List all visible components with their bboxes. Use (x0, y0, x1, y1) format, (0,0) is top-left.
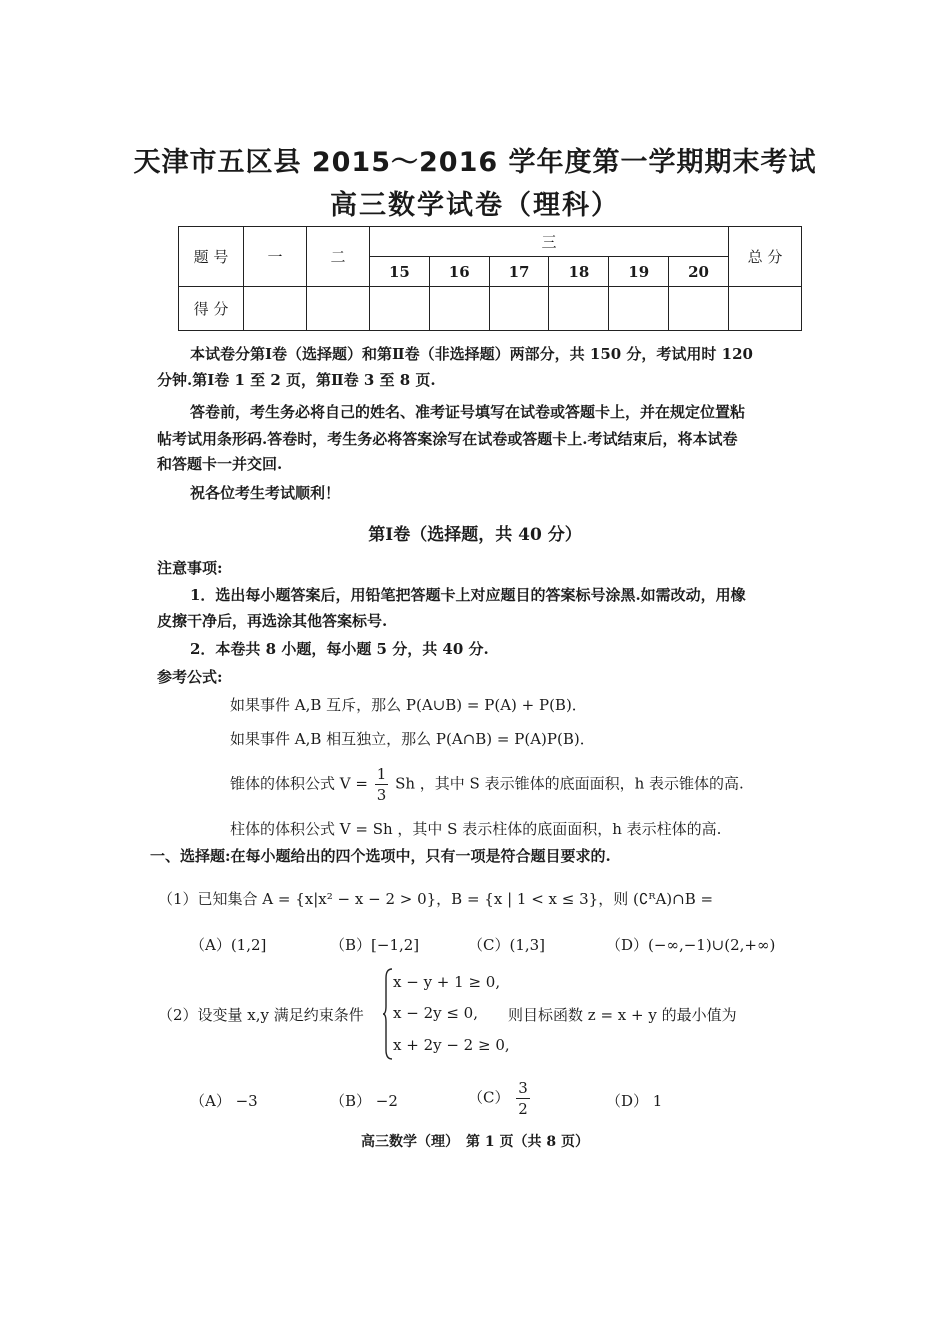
q1-option-b: （B）[−1,2] (330, 936, 420, 954)
q2-option-b: （B） −2 (330, 1092, 398, 1110)
q2-constraint-1: x − y + 1 ≥ 0, (393, 973, 501, 991)
q2-option-a: （A） −3 (190, 1092, 258, 1110)
section1-title: 第Ⅰ卷（选择题，共 40 分） (368, 525, 582, 545)
part1-heading: 一、选择题:在每小题给出的四个选项中，只有一项是符合题目要求的. (150, 847, 611, 865)
formula-independent: 如果事件 A,B 相互独立，那么 P(A∩B) = P(A)P(B)． (230, 730, 595, 748)
q2-constraint-2: x − 2y ≤ 0, (393, 1004, 478, 1022)
score-cell (549, 287, 609, 331)
col-q18: 18 (549, 257, 609, 287)
fraction-three-halves (516, 1078, 530, 1119)
score-cell (429, 287, 489, 331)
note1-line2: 皮擦干净后，再选涂其他答案标号. (157, 612, 388, 630)
formula-cone-volume (230, 764, 744, 805)
formula-heading: 参考公式: (157, 668, 223, 686)
q2-constraint-3: x + 2y − 2 ≥ 0, (393, 1036, 510, 1054)
intro-p1-line1: 本试卷分第Ⅰ卷（选择题）和第Ⅱ卷（非选择题）两部分，共 150 分，考试用时 120 (190, 345, 753, 363)
score-cell (244, 287, 307, 331)
exam-subtitle: 高三数学试卷（理科） (330, 190, 620, 221)
col-q19: 19 (609, 257, 669, 287)
note1-line1: 1．选出每小题答案后，用铅笔把答题卡上对应题目的答案标号涂黑.如需改动，用橡 (190, 586, 746, 604)
q1-option-c: （C）(1,3] (468, 936, 546, 954)
score-cell (669, 287, 729, 331)
score-cell (609, 287, 669, 331)
q2-option-d: （D） 1 (606, 1092, 663, 1110)
row-label-question-no: 题 号 (179, 227, 244, 287)
brace-icon (383, 968, 393, 1060)
score-table (178, 226, 802, 331)
score-cell (370, 287, 430, 331)
col-q16: 16 (429, 257, 489, 287)
col-q20: 20 (669, 257, 729, 287)
q1-option-d: （D）(−∞,−1)∪(2,+∞) (606, 936, 776, 954)
score-cell (729, 287, 802, 331)
row-label-score: 得 分 (179, 287, 244, 331)
formula-cone-pre: 锥体的体积公式 V = (230, 774, 368, 793)
fraction-denominator: 2 (518, 1100, 528, 1118)
q2-option-c-label: （C） (468, 1088, 510, 1107)
score-cell (307, 287, 370, 331)
q2-option-c (468, 1078, 532, 1119)
note2: 2．本卷共 8 小题，每小题 5 分，共 40 分. (190, 640, 489, 658)
col-total: 总 分 (729, 227, 802, 287)
col-part-2: 二 (307, 227, 370, 287)
formula-exclusive: 如果事件 A,B 互斥，那么 P(A∪B) = P(A) + P(B)． (230, 696, 587, 714)
formula-prism-volume: 柱体的体积公式 V = Sh ，其中 S 表示柱体的底面面积，h 表示柱体的高. (230, 820, 722, 838)
q2-stem-pre: （2）设变量 x,y 满足约束条件 (158, 1006, 364, 1024)
intro-p2-line2: 帖考试用条形码.答卷时，考生务必将答案涂写在试卷或答题卡上.考试结束后，将本试卷 (157, 430, 738, 448)
q2-stem-post: 则目标函数 z = x + y 的最小值为 (508, 1006, 737, 1024)
col-part-1: 一 (244, 227, 307, 287)
fraction-numerator: 3 (518, 1079, 528, 1097)
score-cell (489, 287, 549, 331)
page-footer: 高三数学（理） 第 1 页（共 8 页） (361, 1134, 589, 1150)
intro-p1-line2: 分钟.第Ⅰ卷 1 至 2 页，第Ⅱ卷 3 至 8 页. (157, 371, 436, 389)
intro-p2-line3: 和答题卡一并交回. (157, 455, 283, 473)
formula-cone-post: Sh ，其中 S 表示锥体的底面面积，h 表示锥体的高. (395, 774, 744, 793)
col-q15: 15 (370, 257, 430, 287)
intro-p2-line1: 答卷前，考生务必将自己的姓名、准考证号填写在试卷或答题卡上，并在规定位置粘 (190, 403, 746, 421)
exam-title: 天津市五区县 2015～2016 学年度第一学期期末考试 (133, 147, 817, 178)
intro-p3: 祝各位考生考试顺利！ (190, 484, 341, 502)
q1-stem: （1）已知集合 A = {x|x² − x − 2 > 0}，B = {x | 1 < x ≤ 3}，则 (∁ᴿA)∩B = (158, 890, 714, 908)
q1-option-a: （A）(1,2] (190, 936, 267, 954)
fraction-denominator: 3 (376, 786, 387, 804)
notes-heading: 注意事项: (157, 559, 223, 577)
fraction-numerator: 1 (376, 765, 387, 783)
col-part-3: 三 (370, 227, 729, 257)
col-q17: 17 (489, 257, 549, 287)
fraction-one-third (375, 764, 389, 805)
